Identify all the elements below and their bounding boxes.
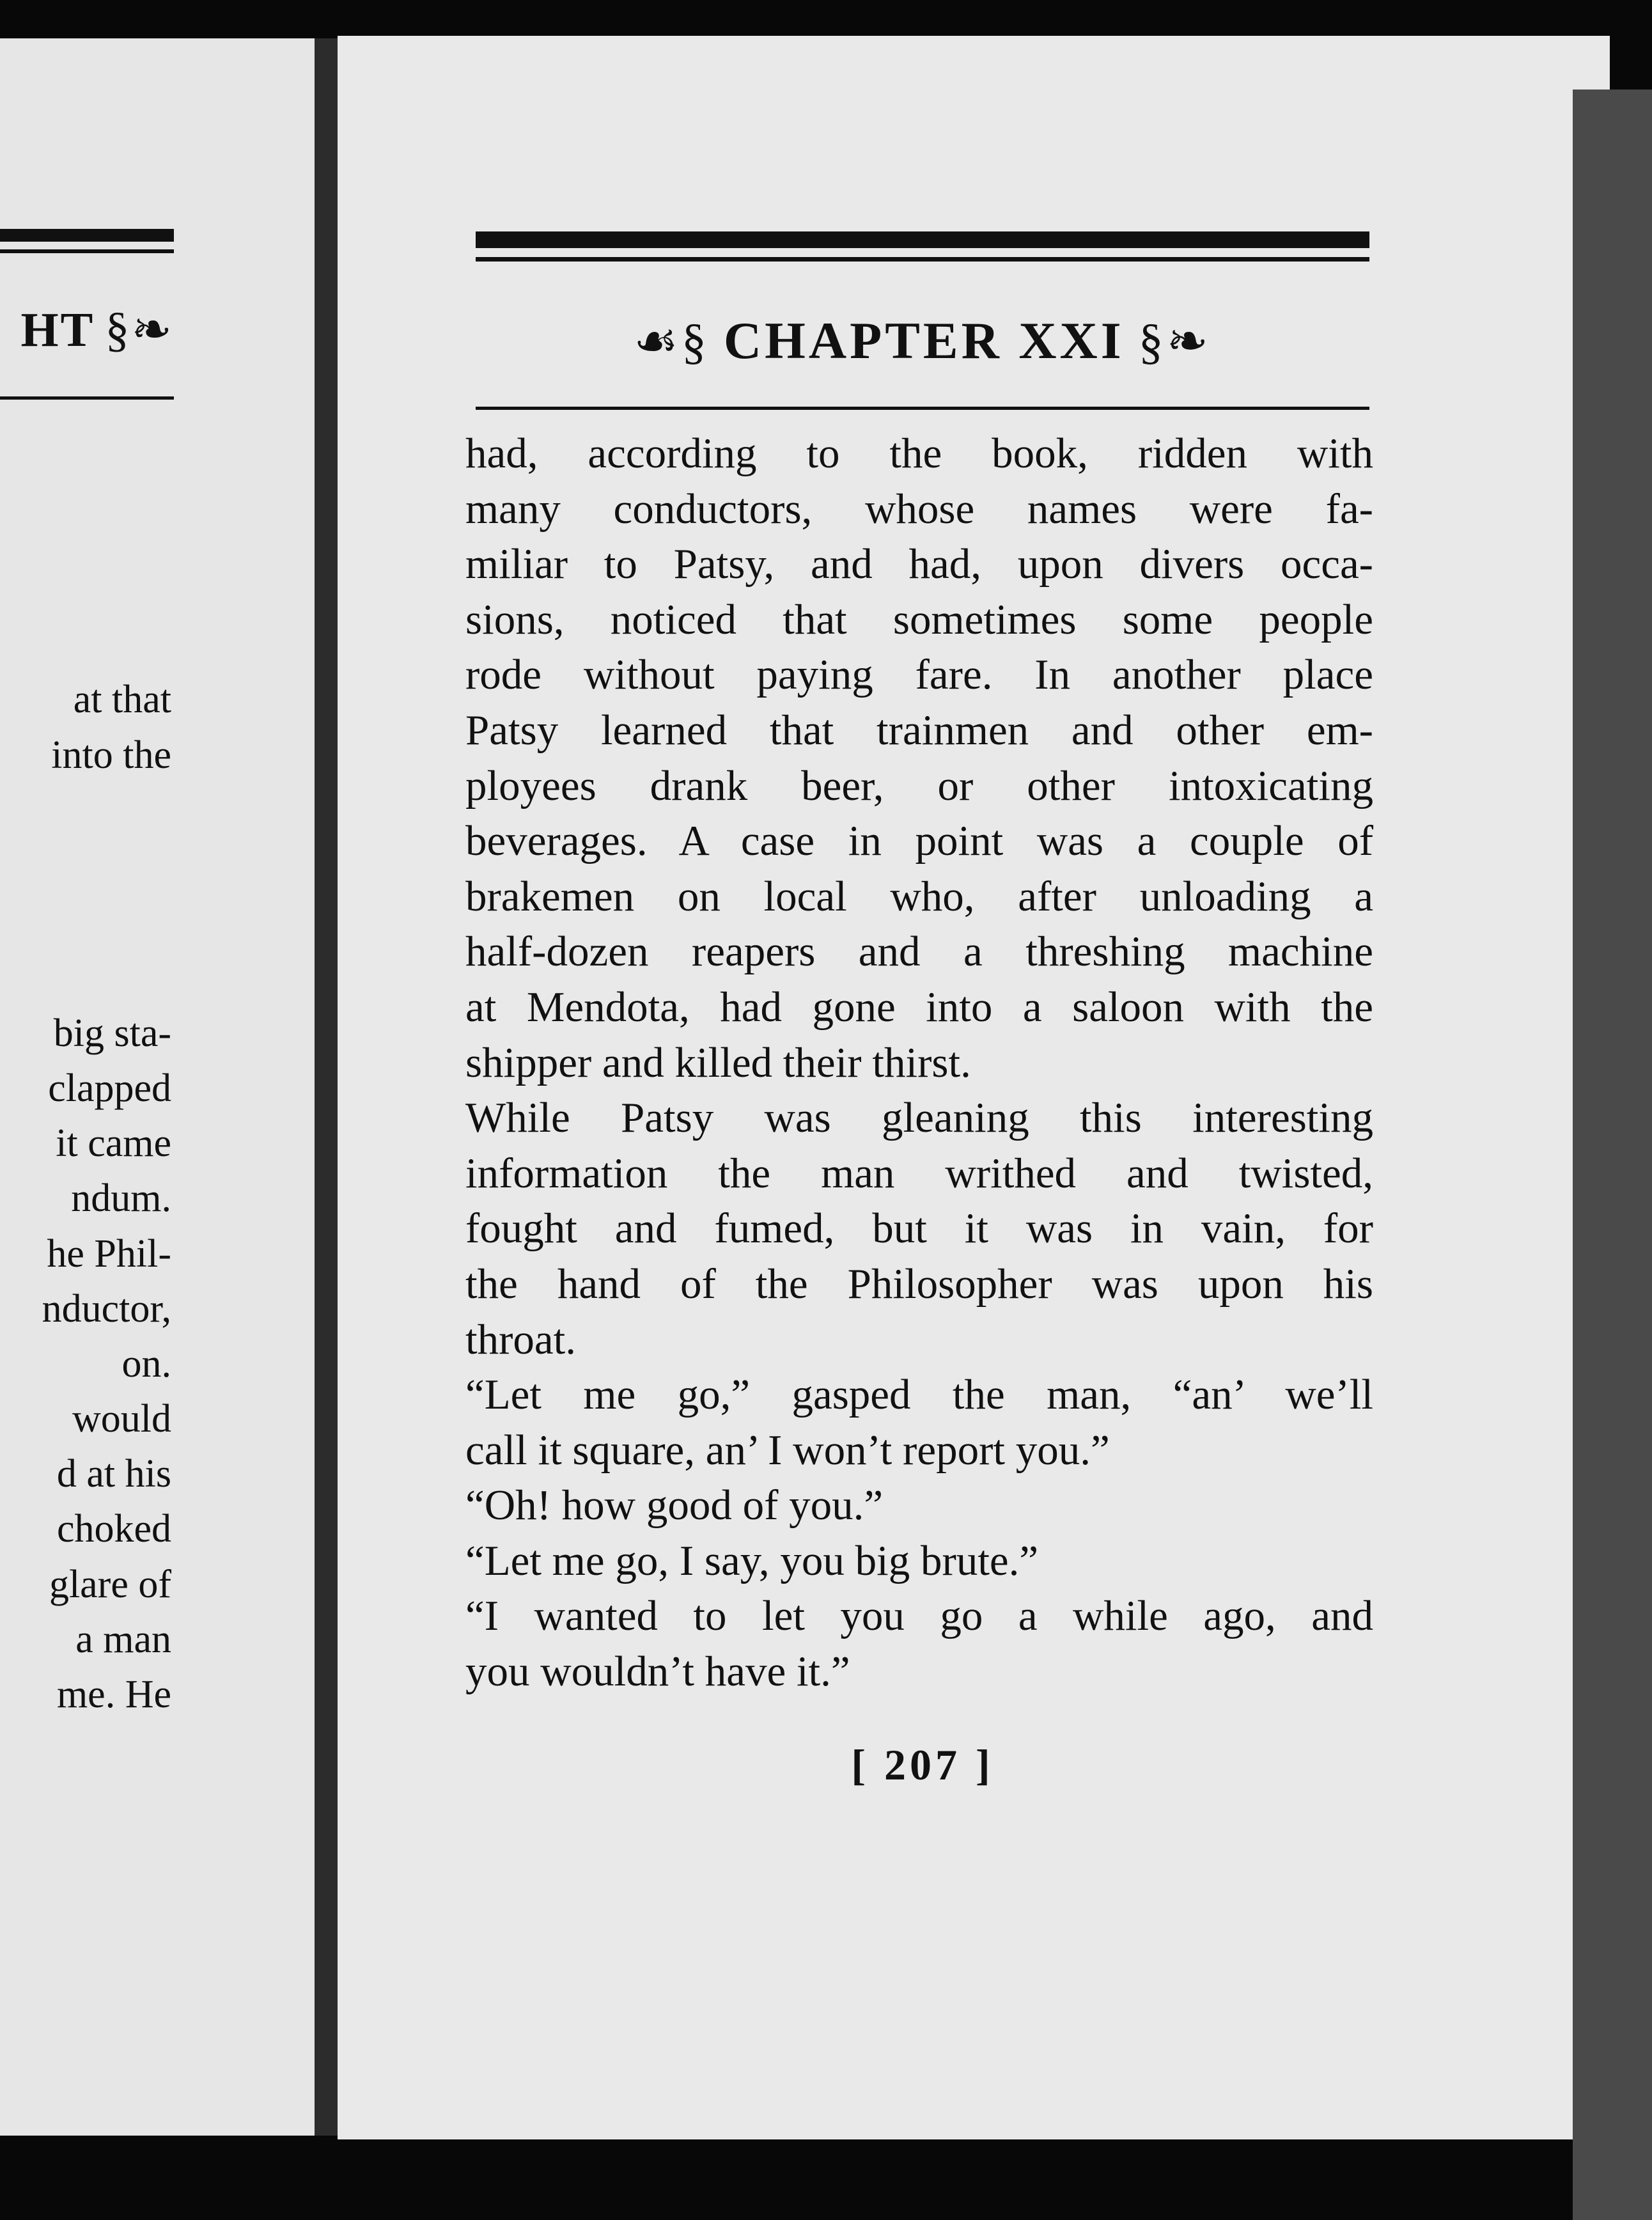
left-text-line: would (72, 1397, 171, 1441)
left-text-line: big sta- (53, 1012, 171, 1055)
text-line: While Patsy was gleaning this interesting (465, 1094, 1373, 1142)
left-text-line: me. He (56, 1673, 171, 1716)
chapter-title: CHAPTER XXI (723, 311, 1125, 370)
left-text-line: on. (121, 1342, 171, 1386)
text-line: beverages. A case in point was a couple of (465, 817, 1373, 865)
text-line: fought and fumed, but it was in vain, for (465, 1205, 1373, 1253)
text-line: sions, noticed that sometimes some people (465, 595, 1373, 643)
text-line: the hand of the Philosopher was upon his (465, 1260, 1373, 1308)
left-heading-underline (0, 396, 174, 400)
left-text-line: at that (73, 678, 171, 721)
text-line: half-dozen reapers and a threshing machine (465, 928, 1373, 976)
heading-underline (476, 407, 1369, 410)
text-line: call it square, an’ I won’t report you.” (465, 1426, 1110, 1474)
header-rule-thin (476, 257, 1369, 262)
left-text-line: it came (56, 1122, 171, 1165)
text-line: “I wanted to let you go a while ago, and (465, 1592, 1373, 1640)
left-text-line: glare of (49, 1563, 171, 1606)
text-line: at Mendota, had gone into a saloon with the (465, 983, 1373, 1031)
body-text (465, 426, 1373, 1700)
ornament-right-icon: §❧ (1138, 313, 1212, 369)
left-text-line: d at his (56, 1452, 171, 1496)
text-line: rode without paying fare. In another place (465, 651, 1373, 699)
text-line: brakemen on local who, after unloading a (465, 872, 1373, 920)
text-line: “Let me go, I say, you big brute.” (465, 1536, 1039, 1584)
text-line: had, according to the book, ridden with (465, 430, 1373, 477)
text-line: many conductors, whose names were fa- (465, 485, 1373, 533)
left-text-line: clapped (48, 1067, 171, 1110)
text-line: you wouldn’t have it.” (465, 1648, 850, 1696)
text-line: shipper and killed their thirst. (465, 1038, 971, 1086)
page-number: [ 207 ] (851, 1740, 994, 1789)
left-text-line: nductor, (42, 1287, 171, 1331)
right-page (338, 36, 1610, 2139)
text-line: ployees drank beer, or other intoxicating (465, 762, 1373, 809)
left-header-rule-thin (0, 249, 174, 253)
text-line: information the man writhed and twisted, (465, 1149, 1373, 1197)
header-rule-thick (476, 231, 1369, 248)
text-line: “Oh! how good of you.” (465, 1481, 884, 1529)
left-text-line: ndum. (71, 1176, 171, 1220)
text-line: Patsy learned that trainmen and other em- (465, 706, 1373, 754)
page-edge-stack (1573, 90, 1652, 2220)
left-heading-ornament: §❧ (105, 303, 174, 357)
left-heading-text: HT (20, 303, 95, 357)
left-header-rule-thick (0, 229, 174, 242)
text-line: miliar to Patsy, and had, upon divers occa- (465, 540, 1373, 588)
left-text-line: choked (56, 1507, 171, 1551)
left-text-line: into the (51, 733, 171, 777)
book-gutter (315, 38, 338, 2136)
left-text-line: a man (75, 1618, 171, 1661)
ornament-left-icon: ☙§ (633, 313, 710, 369)
text-line: throat. (465, 1315, 577, 1363)
text-line: “Let me go,” gasped the man, “an’ we’ll (465, 1371, 1373, 1419)
left-text-line: he Phil- (47, 1232, 171, 1276)
left-page (0, 38, 315, 2136)
chapter-heading (476, 311, 1369, 371)
left-running-head (21, 301, 175, 358)
